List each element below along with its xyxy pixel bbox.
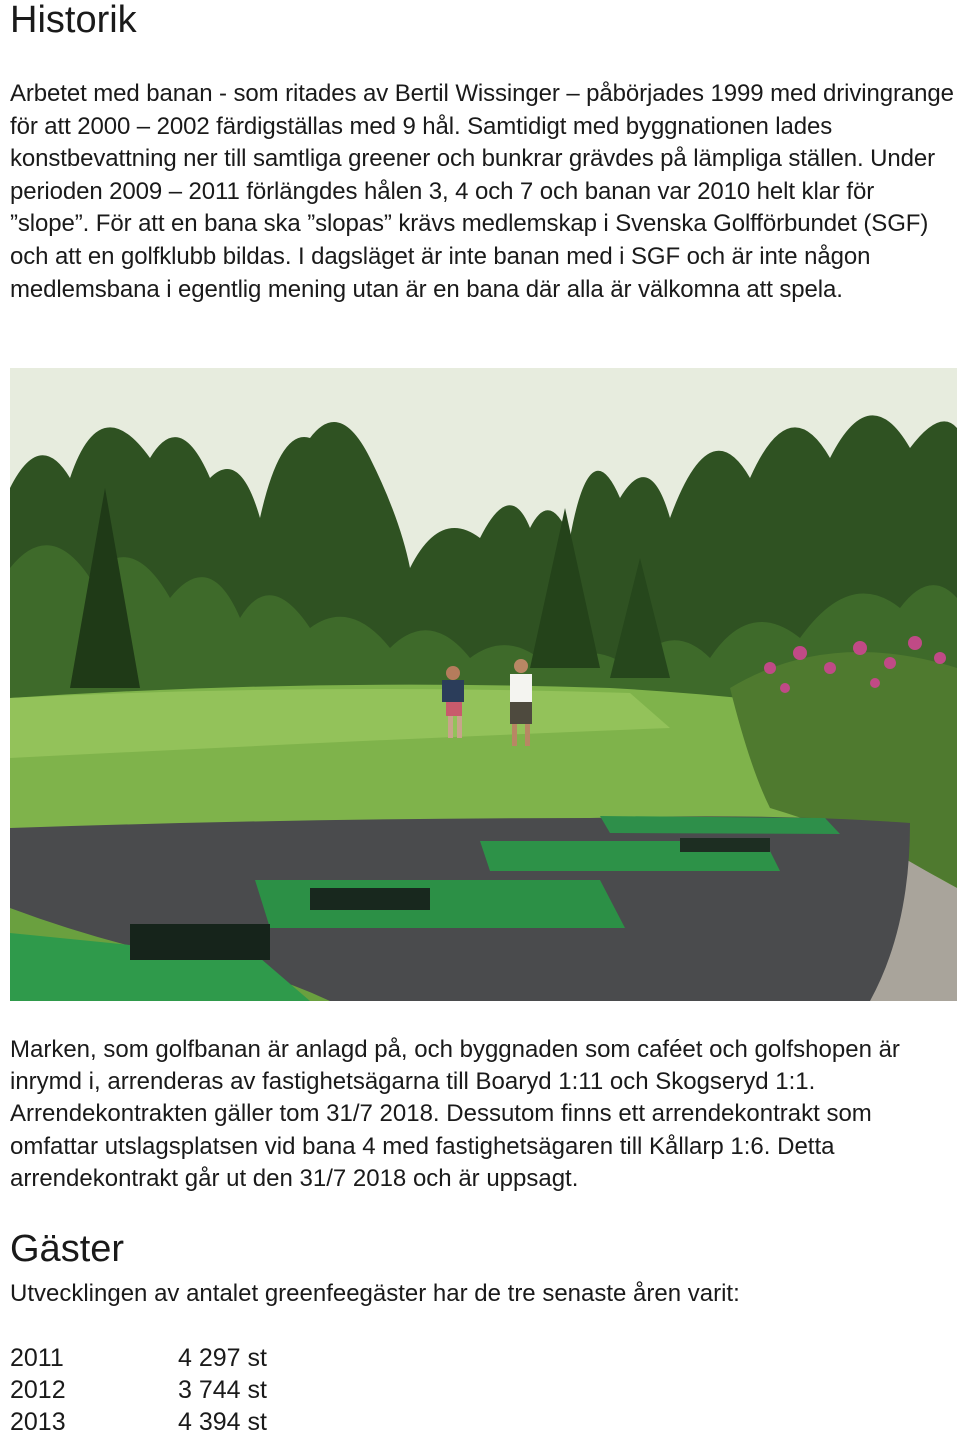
section-heading-historik: Historik (10, 0, 137, 41)
count-cell: 4 297 st (178, 1344, 267, 1372)
section-heading-gaster: Gäster (10, 1228, 125, 1270)
count-cell: 4 394 st (178, 1408, 267, 1436)
count-cell: 3 744 st (178, 1376, 267, 1404)
guests-intro: Utvecklingen av antalet greenfeegäster har de tre senaste åren varit: (10, 1280, 740, 1307)
table-row (10, 1406, 267, 1438)
table-row (10, 1374, 267, 1406)
land-lease-paragraph: Marken, som golfbanan är anlagd på, och byggnaden som caféet och golfshopen är inrymd i, arrenderas av fastighetsägarna till Boaryd 1:11 och Skogseryd 1:1. Arrendekontrakten gäller tom 31/7 2018. Dessutom finns ett arrendekontrakt som omfattar utslagsplatsen vid bana 4 med fastighetsägaren till Kållarp 1:6. Detta arrendekontrakt går ut den 31/7 2018 och är uppsagt. (10, 1036, 900, 1192)
guest-count-table (10, 1342, 267, 1438)
history-paragraph: Arbetet med banan - som ritades av Bertil Wissinger – påbörjades 1999 med drivingrange för att 2000 – 2002 färdigställas med 9 hål. Samtidigt med byggnationen lades konstbevattning ner till samtliga greener och bunkrar grävdes på lämpliga ställen. Under perioden 2009 – 2011 förlängdes hålen 3, 4 och 7 och banan var 2010 helt klar för ”slope”. För att en bana ska ”slopas” krävs medlemskap i Svenska Golfförbundet (SGF) och att en golfklubb bildas. I dagsläget är inte banan med i SGF och är inte någon medlemsbana i egentlig mening utan är en bana där alla är välkomna att spela. (10, 80, 954, 303)
table-row (10, 1342, 267, 1374)
year-cell: 2011 (10, 1344, 64, 1372)
year-cell: 2012 (10, 1376, 66, 1404)
year-cell: 2013 (10, 1408, 66, 1436)
driving-range-photo (10, 368, 957, 1001)
